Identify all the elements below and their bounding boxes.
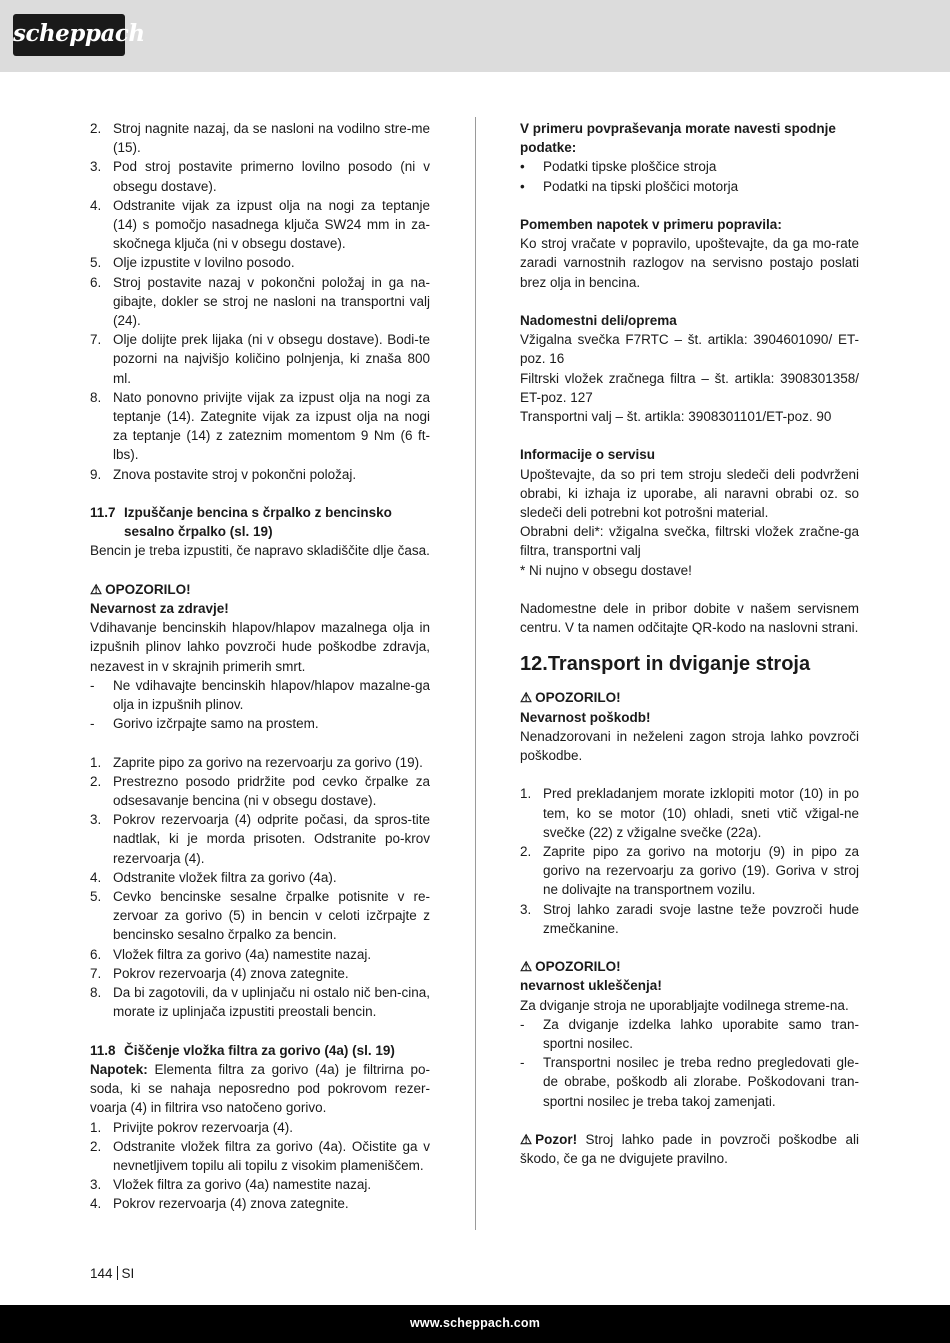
list-marker: 2. (520, 844, 532, 860)
list-text: Odstranite vijak za izpust olja na nogi za teptanje (14) s pomočjo nasadnega ključa SW24 mm in za-skočnega ključa (ni v obsegu dostave). (113, 197, 430, 252)
list-item (90, 253, 430, 272)
spare-part-line: Filtrski vložek zračnega filtra – št. artikla: 3908301358/ ET-poz. 127 (520, 370, 859, 405)
list-item (90, 964, 430, 983)
list-item (90, 157, 430, 195)
warning-bullets (90, 676, 430, 734)
list-text: Nato ponovno privijte vijak za izpust olja na nogi za teptanje (14). Zategnite vijak za izpust olja na nogi za teptanje (14) z zateznim momentom 9 Nm (6 ft-lbs). (113, 389, 430, 463)
repair-title: Pomemben napotek v primeru popravila: (520, 217, 782, 232)
list-item (90, 1175, 430, 1194)
list-marker: 8. (90, 985, 102, 1001)
list-item (90, 1194, 430, 1213)
wear-parts: Obrabni deli*: vžigalna svečka, filtrski vložek zračne-ga filtra, transportni valj (520, 524, 859, 559)
list-text: Zaprite pipo za gorivo na motorju (9) in pipo za gorivo na rezervoarju za gorivo (19). Goriva v stroj ne dolivajte na transportnem vozilu. (543, 844, 859, 898)
list-item (90, 676, 430, 714)
fuel-drain-steps (90, 753, 430, 1022)
list-marker: - (520, 1055, 525, 1071)
list-text: Prestrezno posodo pridržite pod cevko črpalke za odsesavanje bencina (ni v obsegu dostave). (113, 773, 430, 809)
list-item (520, 784, 859, 842)
list-item (90, 714, 430, 733)
list-item (90, 196, 430, 254)
list-item (520, 1015, 859, 1053)
list-text: Odstranite vložek filtra za gorivo (4a). (113, 869, 337, 885)
warning-icon: ⚠ (90, 581, 103, 597)
list-text: Pokrov rezervoarja (4) znova zategnite. (113, 965, 349, 981)
list-text: Za dviganje izdelka lahko uporabite samo tran-sportni nosilec. (543, 1016, 859, 1052)
list-marker: 3. (520, 901, 532, 917)
service-title: Informacije o servisu (520, 447, 656, 463)
warning-heading: ⚠ OPOZORILO! (520, 688, 859, 707)
list-text: Vložek filtra za gorivo (4a) namestite nazaj. (113, 1177, 372, 1193)
list-item (90, 273, 430, 331)
brand-logo[interactable]: scheppach (13, 14, 125, 56)
list-text: Stroj lahko zaradi svoje lastne teže povzroči hude zmečkanine. (543, 901, 859, 936)
transport-steps (520, 784, 859, 938)
spare-parts-title: Nadomestni deli/oprema (520, 313, 677, 328)
list-marker: 1. (90, 1119, 102, 1135)
list-marker: - (520, 1016, 525, 1032)
right-column (520, 119, 859, 1168)
spare-part-line: Vžigalna svečka F7RTC – št. artikla: 3904601090/ ET-poz. 16 (520, 332, 859, 367)
list-item (90, 810, 430, 868)
repair-text: Ko stroj vračate v popravilo, upoštevajte, da ga mo-rate zaradi varnostnih razlogov na servisno postajo poslati brez olja in bencina. (520, 236, 859, 290)
section-11-7-intro: Bencin je treba izpustiti, če napravo skladiščite dlje časa. (90, 543, 430, 559)
warning-icon: ⚠ (520, 959, 533, 975)
section-11-7-heading: 11.7 Izpuščanje bencina s črpalko z bencinsko sesalno črpalko (sl. 19) (90, 505, 392, 540)
list-marker: • (520, 159, 525, 175)
warning-text: Vdihavanje bencinskih hlapov/hlapov mazalnega olja in izpušnih plinov lahko povzroči hude poškodbe zdravja, nezavest in v skrajnih primerih smrt. (90, 620, 430, 674)
list-text: Olje dolijte prek lijaka (ni v obsegu dostave). Bodi-te pozorni na najvišjo količino polnjenja, ki znaša 800 ml. (113, 332, 430, 386)
spares-info: Nadomestne dele in pribor dobite v našem servisnem centru. V ta namen odčitajte QR-kodo na naslovni strani. (520, 601, 859, 636)
not-included-note: * Ni nujno v obsegu dostave! (520, 562, 692, 578)
list-item (90, 868, 430, 887)
warning-icon: ⚠ (520, 690, 533, 706)
footer-url[interactable]: www.scheppach.com (409, 1316, 541, 1330)
page-number: 144 SI (90, 1266, 135, 1281)
list-marker: 2. (90, 1138, 102, 1154)
list-marker: 8. (90, 389, 102, 405)
list-item (90, 1137, 430, 1175)
list-text: Da bi zagotovili, da v uplinjaču ni ostalo nič ben-cina, morate iz uplinjača izpustiti preostali bencin. (113, 985, 430, 1020)
warning-subtitle: nevarnost ukleščenja! (520, 978, 662, 994)
service-text: Upoštevajte, da so pri tem stroju sledeči deli podvrženi obrabi, ki izhaja iz uporabe, ali naravni obrabi oz. so sledeči deli potrebni kot potrošni material. (520, 466, 859, 521)
list-item (520, 177, 859, 196)
page-footer (0, 1305, 950, 1343)
warning-subtitle: Nevarnost poškodb! (520, 709, 651, 725)
list-item (520, 1053, 859, 1111)
page-header (0, 0, 950, 72)
list-item (90, 119, 430, 157)
list-text: Pred prekladanjem morate izklopiti motor (10) in po tem, ko se motor (10) ohladi, sneti vtič vžigal-ne svečke (22) z vžigalne svečke (22a). (543, 786, 859, 840)
warning-heading: ⚠ OPOZORILO! (520, 957, 859, 976)
list-text: Stroj nagnite nazaj, da se nasloni na vodilno stre-me (15). (113, 121, 430, 156)
list-item (90, 465, 430, 484)
list-marker: 2. (90, 773, 102, 789)
list-marker: 4. (90, 1196, 102, 1212)
list-marker: 7. (90, 965, 102, 981)
list-marker: 6. (90, 946, 102, 962)
list-text: Stroj postavite nazaj v pokončni položaj in ga na-gibajte, dokler se stroj ne nasloni na transportni valj (24). (113, 274, 430, 329)
page-separator (117, 1266, 118, 1280)
list-marker: 3. (90, 159, 102, 175)
list-text: Pokrov rezervoarja (4) znova zategnite. (113, 1196, 349, 1212)
left-column (90, 119, 430, 1214)
list-marker: 9. (90, 466, 102, 482)
list-item (520, 842, 859, 900)
list-item (90, 753, 430, 772)
list-item (520, 900, 859, 938)
section-11-8-heading: 11.8 Čiščenje vložka filtra za gorivo (4a) (sl. 19) (90, 1042, 395, 1058)
list-item (90, 1118, 430, 1137)
spare-part-line: Transportni valj – št. artikla: 3908301101/ET-poz. 90 (520, 409, 832, 425)
list-marker: 4. (90, 197, 102, 213)
list-text: Podatki tipske ploščice stroja (543, 159, 717, 175)
spare-parts-list (520, 330, 859, 426)
list-item (90, 388, 430, 465)
section-11-8-note: Napotek: Elementa filtra za gorivo (4a) je filtrirna po-soda, ki se nahaja neposredno pod pokrovom rezer-voarja (4) in filtrira vso natočeno gorivo. (90, 1061, 430, 1116)
list-item (90, 945, 430, 964)
warning-bullets (520, 1015, 859, 1111)
chapter-12-heading: 12.Transport in dviganje stroja (520, 653, 811, 676)
list-marker: - (90, 677, 95, 693)
list-text: Znova postavite stroj v pokončni položaj. (113, 466, 357, 482)
list-text: Gorivo izčrpajte samo na prostem. (113, 716, 319, 732)
list-item (90, 887, 430, 945)
list-text: Privijte pokrov rezervoarja (4). (113, 1119, 294, 1135)
list-marker: 4. (90, 869, 102, 885)
list-text: Vložek filtra za gorivo (4a) namestite nazaj. (113, 946, 372, 962)
list-marker: - (90, 716, 95, 732)
inquiry-title: V primeru povpraševanja morate navesti spodnje podatke: (520, 121, 836, 156)
list-text: Pokrov rezervoarja (4) odprite počasi, da spros-tite nadtlak, ki je morda prisoten. Odstranite po-krov rezervoarja (4). (113, 812, 430, 866)
list-marker: 5. (90, 889, 102, 905)
warning-text: Nenadzorovani in neželeni zagon stroja lahko povzroči poškodbe. (520, 728, 859, 764)
list-text: Pod stroj postavite primerno lovilno posodo (ni v obsegu dostave). (113, 159, 430, 194)
warning-heading: ⚠ OPOZORILO! (90, 580, 430, 599)
list-text: Odstranite vložek filtra za gorivo (4a). Očistite ga v nevnetljivem topilu ali topilu z visokim plameniščem. (113, 1138, 430, 1173)
oil-change-steps (90, 119, 430, 484)
list-text: Cevko bencinske sesalne črpalke potisnite v re-zervoar za gorivo (5) in bencin v celoti izčrpajte z bencinsko sesalno črpalko za bencin. (113, 889, 430, 943)
list-item (90, 983, 430, 1021)
list-text: Zaprite pipo za gorivo na rezervoarju za gorivo (19). (113, 754, 423, 770)
list-marker: 2. (90, 121, 102, 136)
list-marker: 3. (90, 812, 102, 828)
list-text: Ne vdihavajte bencinskih hlapov/hlapov mazalne-ga olja in izpušnih plinov. (113, 677, 430, 713)
list-text: Transportni nosilec je treba redno pregledovati gle-de obrabe, poškodb ali zlorabe. Poškodovani tran-sportni nosilec je treba takoj zamenjati. (543, 1055, 859, 1109)
list-text: Olje izpustite v lovilno posodo. (113, 255, 295, 271)
list-marker: 7. (90, 332, 102, 348)
filter-clean-steps (90, 1118, 430, 1214)
list-item (90, 330, 430, 388)
list-item (520, 157, 859, 176)
inquiry-list (520, 157, 859, 195)
warning-subtitle: Nevarnost za zdravje! (90, 601, 229, 617)
list-text: Podatki na tipski ploščici motorja (543, 178, 739, 194)
list-marker: • (520, 178, 525, 194)
caution-note: ⚠ Pozor! Stroj lahko pade in povzroči poškodbe ali škodo, če ga ne dvigujete pravilno. (520, 1132, 859, 1167)
list-marker: 3. (90, 1177, 102, 1193)
column-divider (475, 117, 476, 1230)
list-marker: 6. (90, 274, 102, 290)
caution-icon: ⚠ (520, 1132, 533, 1148)
list-marker: 5. (90, 255, 102, 271)
list-item (90, 772, 430, 810)
list-marker: 1. (90, 754, 102, 770)
list-marker: 1. (520, 786, 532, 802)
warning-text: Za dviganje stroja ne uporabljajte vodilnega streme-na. (520, 997, 849, 1013)
